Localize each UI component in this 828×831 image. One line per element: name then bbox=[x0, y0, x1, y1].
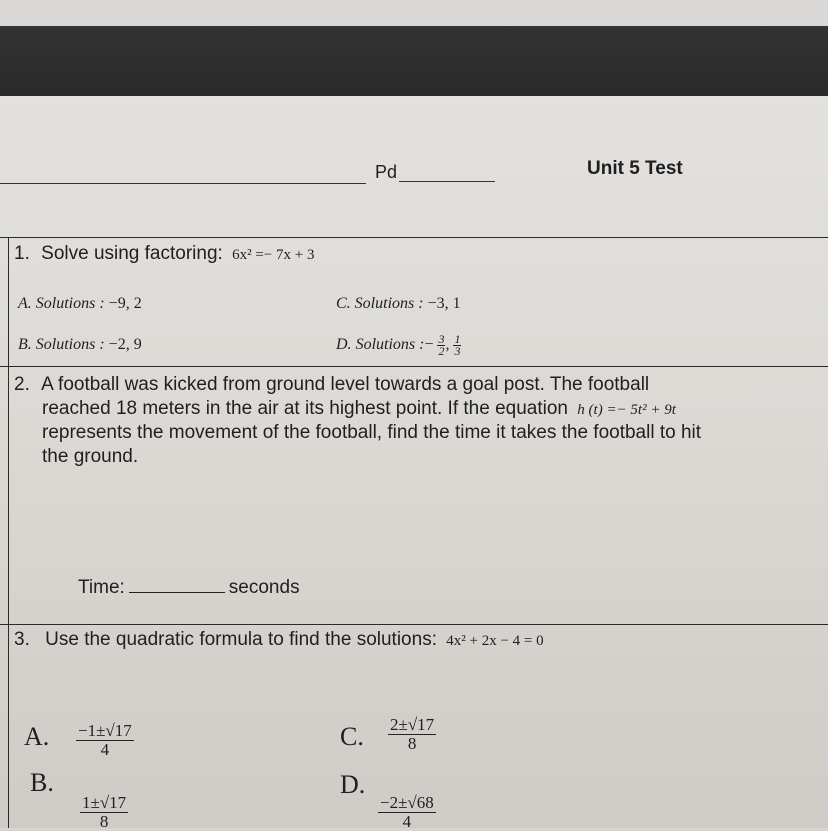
table-border-left bbox=[8, 237, 9, 828]
fraction-denominator: 4 bbox=[402, 812, 412, 831]
q3-option-b-fraction[interactable] bbox=[80, 794, 128, 831]
fraction-denominator: 8 bbox=[99, 812, 109, 831]
q2-line-1: A football was kicked from ground level towards a goal post. The football bbox=[41, 374, 650, 395]
pd-label: Pd bbox=[375, 162, 398, 182]
q1-option-b[interactable] bbox=[18, 336, 142, 354]
q3-option-a-letter[interactable]: A. bbox=[24, 722, 50, 751]
divider-q2-q3 bbox=[0, 624, 828, 625]
fraction-denominator: 4 bbox=[100, 740, 110, 759]
fraction-numerator: 1±√17 bbox=[82, 793, 127, 812]
q1-equation: 6x² =− 7x + 3 bbox=[232, 247, 315, 263]
option-value: −2, 9 bbox=[108, 336, 142, 353]
pd-blank-line bbox=[399, 181, 495, 182]
seconds-label: seconds bbox=[228, 577, 300, 598]
option-letter: B. bbox=[18, 336, 32, 353]
option-label: Solutions : bbox=[355, 336, 425, 354]
q3-number: 3. bbox=[14, 629, 30, 650]
q3-option-b-letter[interactable]: B. bbox=[30, 768, 54, 797]
q2-line-3: represents the movement of the football, find the time it takes the football to hit bbox=[42, 422, 702, 443]
q3-equation: 4x² + 2x − 4 = 0 bbox=[446, 633, 544, 649]
q3-option-c-letter[interactable]: C. bbox=[340, 722, 364, 751]
option-value: −9, 2 bbox=[108, 295, 142, 312]
q2-number: 2. bbox=[14, 374, 30, 395]
q3-option-c-fraction[interactable] bbox=[388, 716, 436, 753]
bezel-top-strip bbox=[0, 0, 828, 26]
monitor-bezel bbox=[0, 0, 828, 96]
q3-option-a-fraction[interactable] bbox=[76, 722, 134, 759]
q2-line-4: the ground. bbox=[42, 446, 139, 467]
fraction-denominator: 8 bbox=[407, 734, 417, 753]
q1-option-d[interactable]: D. Solutions :− $\frac{3}{2}$ , $\frac{1}{3}$ bbox=[336, 332, 461, 358]
q2-line-2: reached 18 meters in the air at its highest point. If the equation bbox=[42, 398, 568, 419]
q3-option-d-letter[interactable]: D. bbox=[340, 770, 366, 799]
fraction-numerator: −2±√68 bbox=[380, 793, 434, 812]
question-3 bbox=[14, 628, 544, 653]
option-value: −3, 1 bbox=[427, 295, 461, 312]
question-1 bbox=[14, 242, 314, 267]
q1-number: 1. bbox=[14, 243, 30, 264]
q2-line-2-row bbox=[42, 397, 676, 422]
option-fraction-2: $\frac{1}{3}$ bbox=[454, 332, 461, 358]
option-label: Solutions : bbox=[35, 336, 105, 353]
option-fraction-1: $\frac{3}{2}$ bbox=[438, 332, 445, 358]
option-label: Solutions : bbox=[354, 295, 424, 312]
option-letter: D. bbox=[336, 336, 352, 354]
fraction-numerator: −1±√17 bbox=[78, 721, 132, 740]
divider-q1-q2 bbox=[0, 366, 828, 367]
option-sign: − bbox=[424, 336, 434, 354]
q1-option-c[interactable] bbox=[336, 295, 461, 313]
name-blank-line bbox=[0, 183, 366, 184]
q3-option-d-fraction[interactable] bbox=[378, 794, 436, 831]
fraction-numerator: 2±√17 bbox=[390, 715, 435, 734]
q2-equation: h (t) =− 5t² + 9t bbox=[577, 402, 676, 418]
question-2 bbox=[14, 373, 649, 397]
option-label: Solutions : bbox=[35, 295, 105, 312]
table-border-top bbox=[0, 237, 828, 238]
q3-prompt: Use the quadratic formula to find the solutions: bbox=[45, 629, 437, 650]
q1-prompt: Solve using factoring: bbox=[41, 243, 223, 264]
time-answer-blank[interactable] bbox=[129, 592, 225, 593]
option-letter: C. bbox=[336, 295, 351, 312]
time-label: Time: bbox=[78, 577, 125, 598]
option-letter: A. bbox=[18, 295, 32, 312]
q1-option-a[interactable] bbox=[18, 295, 142, 313]
test-title: Unit 5 Test bbox=[587, 158, 683, 179]
q2-answer-row bbox=[78, 576, 300, 600]
